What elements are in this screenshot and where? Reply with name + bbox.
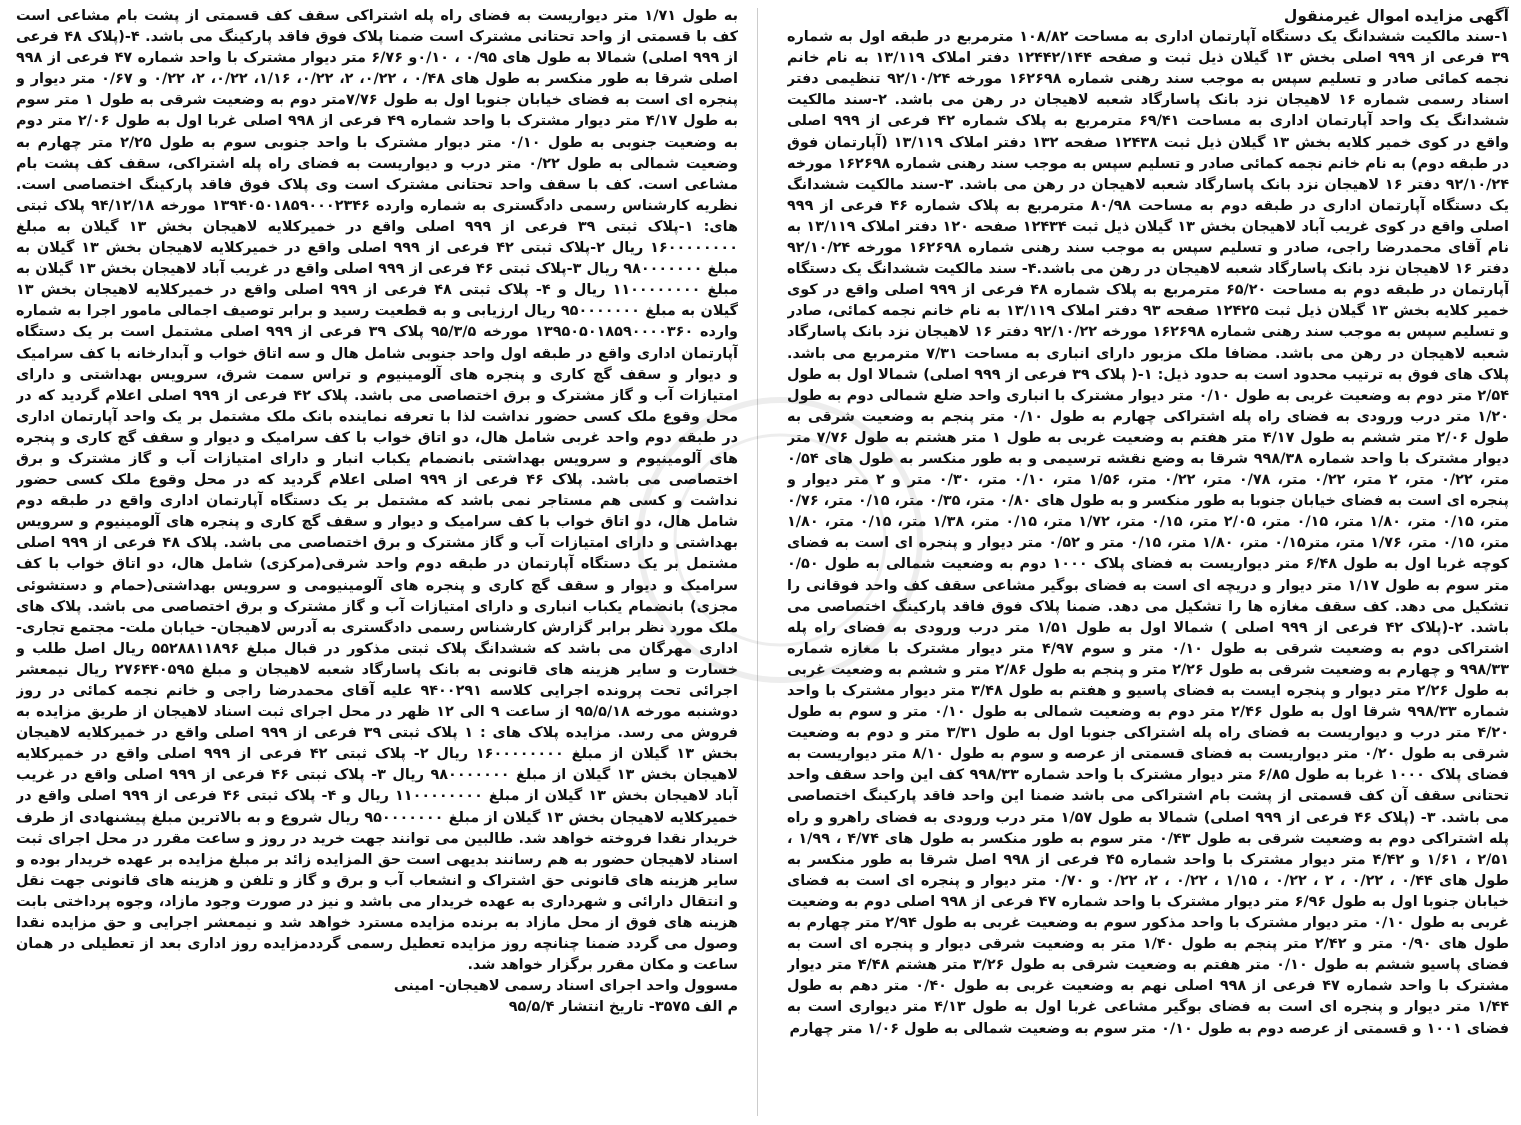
column-divider — [757, 8, 758, 1116]
signature-line-1: مسوول واحد اجرای اسناد رسمی لاهیجان- امینی — [393, 978, 738, 995]
notice-title: آگهی مزایده اموال غیرمنقول — [1283, 7, 1509, 25]
right-column — [787, 6, 1509, 1118]
right-column-text: ۱-سند مالکیت ششدانگ یک دستگاه آپارتمان اداری به مساحت ۱۰۸/۸۲ مترمربع در طبقه اول به شماره ۳۹ فرعی از ۹۹۹ اصلی بخش ۱۳ گیلان ذیل ثبت و صفحه ۱۲۴۴۲/۱۴۴ دفتر املاک ۱۳/۱۱۹ به نام خانم نجمه کمائی صادر و تسلیم سپس به موجب سند رهنی شماره ۱۶۲۶۹۸ مورخه ۹۲/۱۰/۲۴ تنظیمی دفتر اسناد رسمی شماره ۱۶ لاهیجان نزد بانک پاسارگاد شعبه لاهیجان در رهن می باشد. ۲-سند مالکیت ششدانگ یک واحد آپارتمان اداری به مساحت ۶۹/۴۱ مترمربع به پلاک شماره ۴۲ فرعی از ۹۹۹ اصلی واقع در کوی خمیر کلایه بخش ۱۳ گیلان ذیل ثبت ۱۲۴۳۸ صفحه ۱۳۲ دفتر املاک ۱۳/۱۱۹ (آپارتمان فوق در طبقه دوم) به نام خانم نجمه کمائی صادر و تسلیم سپس به موجب سند رهنی شماره ۱۶۲۶۹۸ مورخه ۹۲/۱۰/۲۴ دفتر ۱۶ لاهیجان نزد بانک پاسارگاد شعبه لاهیجان در رهن می باشد. ۳-سند مالکیت ششدانگ یک دستگاه آپارتمان اداری در طبقه دوم به مساحت ۸۰/۹۸ مترمربع به پلاک شماره ۴۶ فرعی از ۹۹۹ اصلی واقع در کوی غریب آباد لاهیجان بخش ۱۳ گیلان ذیل ثبت ۱۲۴۳۴ صفحه ۱۲۰ دفتر املاک ۱۳/۱۱۹ به نام آقای محمدرضا راجی، صادر و تسلیم سپس به موجب سند رهنی شماره ۱۶۲۶۹۸ مورخه ۹۲/۱۰/۲۴ دفتر ۱۶ لاهیجان نزد بانک پاسارگاد شعبه لاهیجان در رهن می باشد.۴- سند مالکیت ششدانگ یک دستگاه آپارتمان در طبقه دوم به مساحت ۶۵/۲۰ مترمربع به پلاک شماره ۴۸ فرعی از ۹۹۹ اصلی واقع در کوی خمیر کلایه بخش ۱۳ گیلان ذیل ثبت ۱۲۴۲۵ صفحه ۹۳ دفتر املاک ۱۳/۱۱۹ به نام خانم نجمه کمائی، صادر و تسلیم سپس به موجب سند رهنی شماره ۱۶۲۶۹۸ مورخه ۹۲/۱۰/۲۲ دفتر ۱۶ لاهیجان نزد بانک پاسارگاد شعبه لاهیجان در رهن می باشد. مضافا ملک مزبور دارای انباری به مساحت ۷/۳۱ مترمربع می باشد. پلاک های فوق به ترتیب محدود است به حدود ذیل: ۱-( پلاک ۳۹ فرعی از ۹۹۹ اصلی) شمالا اول به طول ۲/۵۴ متر دوم به وضعیت غربی به طول ۰/۱۰ متر دیوار مشترک با انباری واحد ضلع شمالی دوم به طول ۱/۲۰ متر درب ورودی به فضای راه پله اشتراکی چهارم به طول ۰/۱۰ متر پنجم به وضعیت شرقی به طول ۲/۰۶ متر ششم به طول ۴/۱۷ متر هفتم به وضعیت غربی به طول ۱ متر هشتم به طول ۷/۷۶ متر دیوار مشترک با واحد شماره ۹۹۸/۳۸ شرقا به وضع نقشه ترسیمی و به طور منکسر به طول های ۰/۵۴ متر، ۰/۲۲ متر، ۲ متر، ۰/۲۲ متر، ۰/۷۸ متر، ۰/۲۲ متر، ۱/۵۶ متر، ۰/۱۰ متر، ۰/۳۰ متر و ۲ متر دیوار و پنجره ای است به فضای خیابان جنوبا به طور منکسر و به طول های ۰/۸۰ متر، ۰/۳۵ متر، ۰/۱۵ متر، ۰/۷۶ متر، ۰/۱۵ متر، ۱/۸۰ متر، ۰/۱۵ متر، ۲/۰۵ متر، ۰/۱۵ متر، ۱/۷۲ متر، ۰/۱۵ متر، ۱/۳۸ متر، ۰/۱۵ متر، ۱/۸۰ متر، ۰/۱۵ متر، ۱/۷۶ متر، متر۰/۱۵ متر، ۱/۸۰ متر، ۰/۱۵ متر و ۰/۵۲ متر دیوار و پنجره ای است به فضای کوچه غربا اول به طول ۶/۴۸ متر دیواریست به فضای پلاک ۱۰۰۰ دوم به وضعیت شمالی به طول ۰/۵۰ متر سوم به طول ۱/۱۷ متر دیوار و دریچه ای است به فضای بوگیر مشاعی سقف کف واحد فوقانی را تشکیل می دهد. کف سقف مغازه ها را تشکیل می دهد. ضمنا پلاک فوق فاقد پارکینگ اختصاصی می باشد. ۲-(پلاک ۴۲ فرعی از ۹۹۹ اصلی ) شمالا اول به طول ۱/۵۱ متر درب ورودی به فضای راه پله اشتراکی دوم به وضعیت شرقی به طول ۰/۱۰ متر و سوم ۴/۹۷ متر دیوار مشترک با مغازه شماره ۹۹۸/۳۳ و چهارم به وضعیت شرقی به طول ۲/۲۶ متر و پنجم به طول ۲/۸۶ متر و ششم به وضعیت غربی به طول ۲/۲۶ متر دیوار و پنجره ایست به فضای پاسیو و هفتم به طول ۳/۴۸ متر دیوار مشترک با واحد شماره ۹۹۸/۳۳ شرقا اول به طول ۲/۴۶ متر دوم به وضعیت شمالی به طول ۰/۱۰ متر و سوم به طول ۴/۲۰ متر درب و دیواریست به فضای راه پله اشتراکی جنوبا اول به طول ۳/۳۱ متر و دوم به وضعیت شرقی به طول ۰/۲۰ متر دیواریست به فضای قسمتی از عرصه و سوم به طول ۸/۱۰ متر دیواریست به فضای پلاک ۱۰۰۰ غربا به طول ۶/۸۵ متر دیوار مشترک با واحد شماره ۹۹۸/۳۳ کف این واحد سقف واحد تحتانی سقف آن کف قسمتی از پشت بام اشتراکی می باشد ضمنا این واحد فاقد پارکینگ اختصاصی می باشد. ۳- (پلاک ۴۶ فرعی از ۹۹۹ اصلی) شمالا به طول ۱/۵۷ متر درب ورودی به فضای راهرو و راه پله اشتراکی دوم به وضعیت شرقی به طول ۰/۴۳ متر سوم به طور منکسر به طول های ۴/۷۴ ، ۱/۹۹ ، ۲/۵۱ ، ۱/۶۱ و ۴/۴۲ متر دیوار مشترک با واحد شماره ۴۵ فرعی از ۹۹۸ اصل شرقا به طور منکسر به طول های ۰/۴۴ ، ۰/۲۲ ، ۲ ، ۰/۲۲ ، ۱/۱۵ ، ۰/۲۲ ، ۲، ۰/۲۲ و ۰/۷۰ متر دیوار و پنجره ای است به فضای خیابان جنوبا اول به طول ۶/۹۶ متر دیوار مشترک با واحد شماره ۴۷ فرعی از ۹۹۸ اصلی دوم به وضعیت غربی به طول ۰/۱۰ متر دیوار مشترک با واحد مذکور سوم به وضعیت غربی به طول ۲/۹۴ متر چهارم به طول های ۰/۹۰ متر و ۲/۴۲ متر پنجم به طول ۱/۴۰ متر به وضعیت شرقی دیوار و پنجره ای است به فضای پاسیو ششم به طول ۰/۱۰ متر هفتم به وضعیت شرقی به طول ۳/۲۶ متر هشتم ۴/۴۸ متر دیوار مشترک با واحد شماره ۴۷ فرعی از ۹۹۸ اصلی نهم به وضعیت غربی به طول ۰/۴۰ متر دهم به طول ۱/۴۴ متر دیوار و پنجره ای است به فضای بوگیر مشاعی غربا اول به طول ۴/۱۳ متر دیواری است به فضای ۱۰۰۱ و قسمتی از عرصه دوم به طول ۰/۱۰ متر سوم به وضعیت شمالی به طول ۱/۰۶ متر چهارم — [787, 29, 1509, 1037]
signature-line-2: م الف ۳۵۷۵- تاریخ انتشار ۹۵/۵/۴ — [508, 999, 738, 1016]
left-column — [16, 6, 738, 1118]
left-column-text: به طول ۱/۷۱ متر دیواریست به فضای راه پله اشتراکی سقف کف قسمتی از پشت بام مشاعی است کف با قسمتی از واحد تحتانی مشترک است ضمنا پلاک فوق فاقد پارکینگ می باشد. ۴-(پلاک ۴۸ فرعی از ۹۹۹ اصلی) شمالا به طول های ۰/۹۵ ، ۰/۱۰و ۶/۷۶ متر دیوار مشترک با واحد شماره ۴۷ فرعی از ۹۹۸ اصلی شرقا به طور منکسر به طول های ۰/۴۸ ، ۰/۲۲، ۲، ۰/۲۲، ۱/۱۶، ۰/۲۲، ۲، ۰/۲۲ و ۰/۶۷ متر دیوار و پنجره ای است به فضای خیابان جنوبا اول به طول ۷/۷۶متر دوم به وضعیت شرقی به طول ۱ متر سوم به طول ۴/۱۷ متر دیوار مشترک با واحد شماره ۴۹ فرعی از ۹۹۸ اصلی غربا اول به طول ۲/۰۶ متر دوم به وضعیت جنوبی به طول ۰/۱۰ متر دیوار مشترک با واحد جنوبی سوم به طول ۲/۲۵ متر چهارم به وضعیت شمالی به طول ۰/۲۲ متر درب و دیواریست به فضای راه پله اشتراکی، سقف کف پشت بام مشاعی است. کف با سقف واحد تحتانی مشترک است وی پلاک فوق فاقد پارکینگ اختصاصی است. نظریه کارشناس رسمی دادگستری به شماره وارده ۱۳۹۴۰۵۰۱۸۵۹۰۰۰۲۳۴۶ مورخه ۹۴/۱۲/۱۸ پلاک ثبتی های: ۱-پلاک ثبتی ۳۹ فرعی از ۹۹۹ اصلی واقع در خمیرکلایه لاهیجان بخش ۱۳ گیلان به مبلغ ۱۶۰۰۰۰۰۰۰۰ ریال ۲-پلاک ثبتی ۴۲ فرعی از ۹۹۹ اصلی واقع در خمیرکلایه لاهیجان بخش ۱۳ گیلان به مبلغ ۹۸۰۰۰۰۰۰۰ ریال ۳-پلاک ثبتی ۴۶ فرعی از ۹۹۹ اصلی واقع در غریب آباد لاهیجان بخش ۱۳ گیلان به مبلغ ۱۱۰۰۰۰۰۰۰۰ ریال و ۴- پلاک ثبتی ۴۸ فرعی از ۹۹۹ اصلی واقع در خمیرکلایه لاهیجان بخش ۱۳ گیلان به مبلغ ۹۵۰۰۰۰۰۰۰ ریال ارزیابی و به قطعیت رسید و برابر توصیف اجمالی مامور اجرا به شماره وارده ۱۳۹۵۰۵۰۱۸۵۹۰۰۰۰۳۶۰ مورخه ۹۵/۳/۵ پلاک ۳۹ فرعی از ۹۹۹ اصلی مشتمل است بر یک دستگاه آپارتمان اداری واقع در طبقه اول واحد جنوبی شامل هال و سه اتاق خواب و آبدارخانه با کف سرامیک و دیوار و سقف گچ کاری و پنجره های آلومینیوم و تراس سمت شرق، سرویس بهداشتی و دارای امتیازات آب و گاز مشترک و برق اختصاصی می باشد. پلاک ۴۲ فرعی از ۹۹۹ اصلی اعلام گردید که در محل وقوع ملک کسی حضور نداشت لذا با تعرفه نماینده بانک ملک مشتمل بر یک واحد آپارتمان اداری در طبقه دوم واحد غربی شامل هال، دو اتاق خواب با کف سرامیک و دیوار و سقف گچ کاری و پنجره های آلومینیوم و سرویس بهداشتی بانضمام یکباب انبار و دارای امتیازات آب و گاز مشترک و برق اختصاصی می باشد. پلاک ۴۶ فرعی از ۹۹۹ اصلی اعلام گردید که در محل وقوع ملک کسی حضور نداشت و کسی هم مستاجر نمی باشد که مشتمل بر یک دستگاه آپارتمان اداری واقع در طبقه دوم شامل هال، دو اتاق خواب با کف سرامیک و دیوار و سقف گچ کاری و پنجره های آلومینیوم و سرویس بهداشتی و دارای امتیازات آب و گاز مشترک و برق اختصاصی می باشد. پلاک ۴۸ فرعی از ۹۹۹ اصلی مشتمل بر یک دستگاه آپارتمان در طبقه دوم واحد شرقی(مرکزی) شامل هال، دو اتاق خواب با کف سرامیک و دیوار و سقف گچ کاری و پنجره های آلومینیومی و سرویس بهداشتی(حمام و دستشوئی مجزی) بانضمام یکباب انباری و دارای امتیازات آب و گاز مشترک و برق اختصاصی می باشد. پلاک های ملک مورد نظر برابر گزارش کارشناس رسمی دادگستری به آدرس لاهیجان- خیابان ملت- مجتمع تجاری- اداری مهرگان می باشد که ششدانگ پلاک ثبتی مذکور در قبال مبلغ ۵۵۲۸۸۱۱۸۹۶ ریال اصل طلب و خسارت و سایر هزینه های قانونی به بانک پاسارگاد شعبه لاهیجان و مبلغ ۲۷۶۴۴۰۵۹۵ ریال نیمعشر اجرائی تحت پرونده اجرایی کلاسه ۹۴۰۰۲۹۱ علیه آقای محمدرضا راجی و خانم نجمه کمائی در روز دوشنبه مورخه ۹۵/۵/۱۸ از ساعت ۹ الی ۱۲ ظهر در محل اجرای ثبت اسناد لاهیجان از طریق مزایده به فروش می رسد. مزایده پلاک های : ۱ پلاک ثبتی ۳۹ فرعی از ۹۹۹ اصلی واقع در خمیرکلایه لاهیجان بخش ۱۳ گیلان از مبلغ ۱۶۰۰۰۰۰۰۰۰ ریال ۲- پلاک ثبتی ۴۲ فرعی از ۹۹۹ اصلی واقع در خمیرکلایه لاهیجان بخش ۱۳ گیلان از مبلغ ۹۸۰۰۰۰۰۰۰ ریال ۳- پلاک ثبتی ۴۶ فرعی از ۹۹۹ اصلی واقع در غریب آباد لاهیجان بخش ۱۳ گیلان از مبلغ ۱۱۰۰۰۰۰۰۰۰ ریال و ۴- پلاک ثبتی ۴۶ فرعی از ۹۹۹ اصلی واقع در خمیرکلایه لاهیجان بخش ۱۳ گیلان از مبلغ ۹۵۰۰۰۰۰۰۰ ریال شروع و به بالاترین مبلغ پیشنهادی از طرف خریدار نقدا فروخته خواهد شد. طالبین می توانند جهت خرید در روز و ساعت مقرر در محل اجرای ثبت اسناد لاهیجان حضور به هم رسانند بدیهی است حق المزایده زائد بر مبلغ مزایده بر عهده خریدار بوده و سایر هزینه های قانونی حق اشتراک و انشعاب آب و برق و گاز و تلفن و هزینه های قانونی جهت نقل و انتقال دارائی و شهرداری به عهده خریدار می باشد و نیز در صورت وجود مازاد، وجوه پرداختی بابت هزینه های فوق از محل مازاد به برنده مزایده مسترد خواهد شد و نیمعشر اجرایی و حق مزایده نقدا وصول می گردد ضمنا چنانچه روز مزایده تعطیل رسمی گرددمزایده روز اداری بعد از تعطیلی در همان ساعت و مکان مقرر برگزار خواهد شد. — [16, 8, 738, 974]
